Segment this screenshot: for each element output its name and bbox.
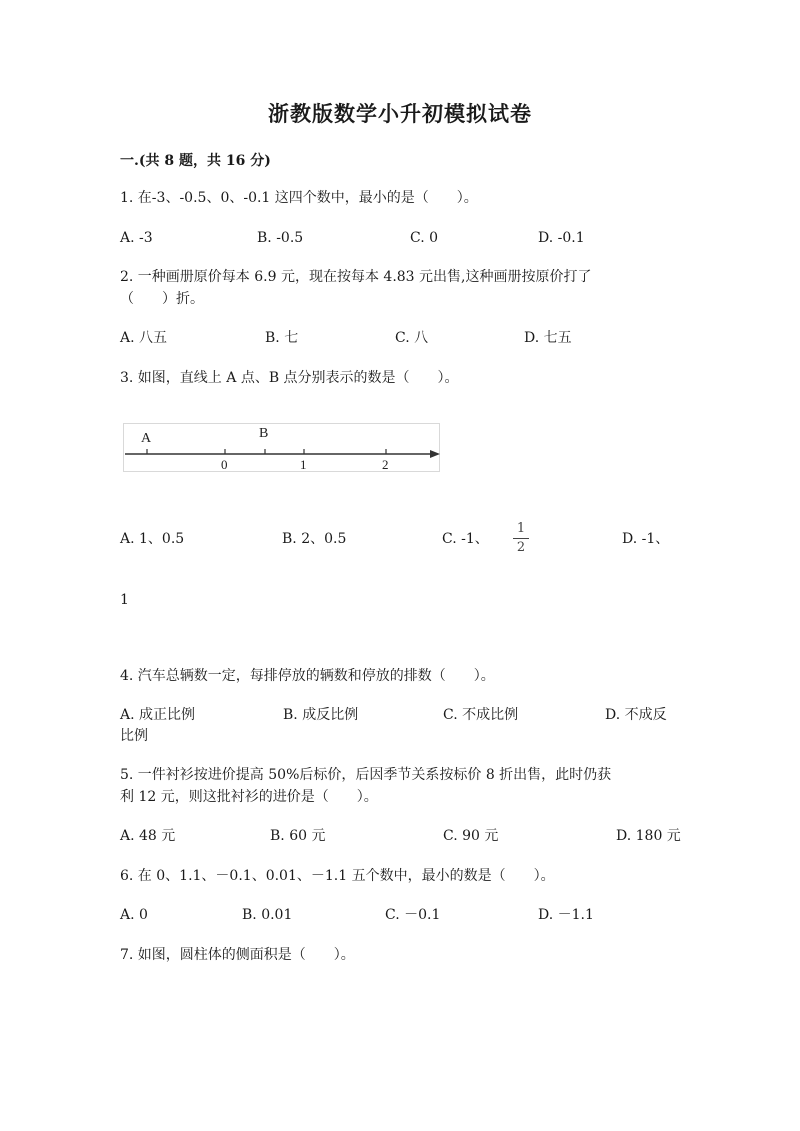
q2-option-d: D. 七五	[524, 330, 572, 346]
figure-frame	[124, 424, 440, 472]
q2-option-c: C. 八	[395, 330, 429, 346]
question-6: 6. 在 0、1.1、－0.1、0.01、－1.1 五个数中，最小的数是（ ）。	[120, 868, 555, 884]
question-1: 1. 在-3、-0.5、0、-0.1 这四个数中，最小的是（ ）。	[120, 190, 478, 206]
tick-label-0: 0	[221, 457, 228, 472]
q3-fraction	[513, 522, 529, 555]
axis-arrow-icon	[430, 450, 440, 458]
q5-option-c: C. 90 元	[443, 828, 499, 844]
question-4: 4. 汽车总辆数一定，每排停放的辆数和停放的排数（ ）。	[120, 668, 495, 684]
question-5-line-1: 5. 一件衬衫按进价提高 50%后标价，后因季节关系按标价 8 折出售，此时仍获	[120, 767, 612, 783]
q1-option-d: D. -0.1	[538, 230, 585, 246]
q3-option-d: D. -1、	[622, 531, 670, 547]
question-2-line-2: （ ）折。	[120, 291, 204, 307]
page-title: 浙教版数学小升初模拟试卷	[268, 101, 532, 126]
q3-option-b: B. 2、0.5	[282, 531, 347, 547]
q1-option-a: A. -3	[120, 230, 153, 246]
question-5-line-2: 利 12 元，则这批衬衫的进价是（ ）。	[120, 789, 378, 805]
q5-option-a: A. 48 元	[120, 828, 176, 844]
q6-option-b: B. 0.01	[242, 907, 293, 923]
q3-option-a: A. 1、0.5	[120, 531, 185, 547]
q6-option-c: C. －0.1	[385, 907, 441, 923]
q5-option-d: D. 180 元	[616, 828, 681, 844]
q3-option-d-wrap: 1	[120, 592, 129, 608]
tick-label-1: 1	[300, 457, 307, 472]
q6-option-a: A. 0	[120, 907, 148, 923]
q2-option-a: A. 八五	[120, 330, 168, 346]
q5-option-b: B. 60 元	[270, 828, 326, 844]
q1-option-b: B. -0.5	[257, 230, 304, 246]
q4-option-d-wrap: 比例	[120, 728, 148, 744]
q1-option-c: C. 0	[410, 230, 439, 246]
q2-option-b: B. 七	[265, 330, 299, 346]
tick-label-2: 2	[382, 457, 389, 472]
question-7: 7. 如图，圆柱体的侧面积是（ ）。	[120, 947, 355, 963]
q4-option-b: B. 成反比例	[283, 707, 359, 723]
q4-option-a: A. 成正比例	[120, 707, 196, 723]
fraction-bar	[513, 538, 529, 539]
question-3: 3. 如图，直线上 A 点、B 点分别表示的数是（ ）。	[120, 370, 459, 386]
question-2-line-1: 2. 一种画册原价每本 6.9 元，现在按每本 4.83 元出售,这种画册按原价打了	[120, 269, 592, 285]
section-heading: 一.(共 8 题，共 16 分)	[120, 153, 271, 169]
q3-option-c: C. -1、	[442, 531, 489, 547]
number-line-figure	[120, 420, 442, 476]
q6-option-d: D. －1.1	[538, 907, 594, 923]
fraction-denominator: 2	[516, 540, 526, 555]
fraction-numerator: 1	[516, 521, 526, 536]
point-label-b: B	[259, 426, 269, 441]
point-label-a: A	[141, 431, 152, 446]
q4-option-d: D. 不成反	[605, 707, 667, 723]
q4-option-c: C. 不成比例	[443, 707, 519, 723]
